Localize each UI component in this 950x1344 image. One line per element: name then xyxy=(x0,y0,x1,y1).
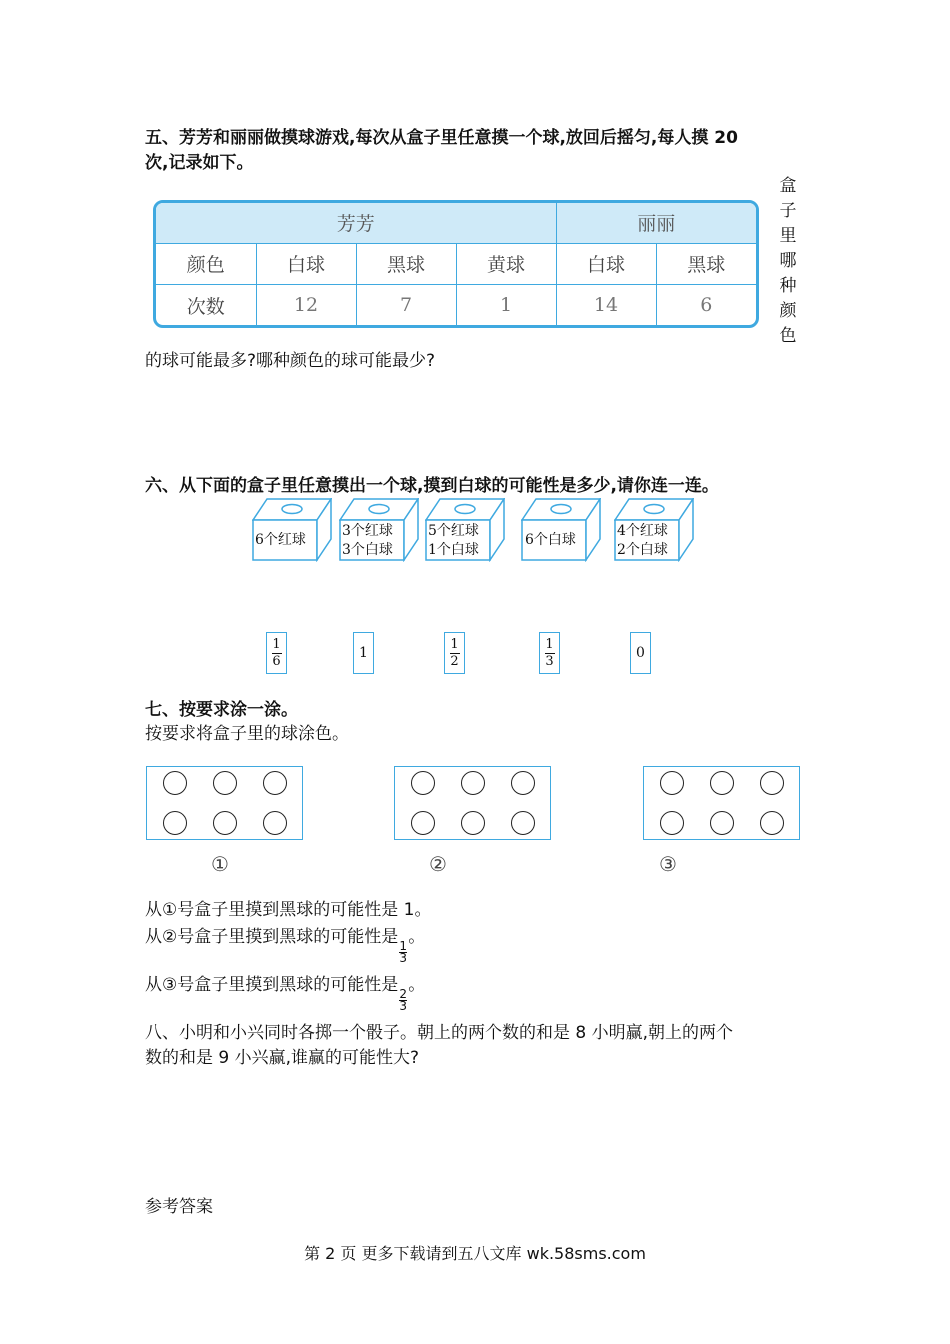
ball-circle[interactable] xyxy=(411,811,435,835)
card-denominator: 3 xyxy=(545,653,554,669)
q7-line3-suffix: 。 xyxy=(408,975,426,995)
prob-card-one-third[interactable] xyxy=(539,632,560,674)
vertical-char: 里 xyxy=(779,226,797,246)
q7-line1: 从①号盒子里摸到黑球的可能性是 1。 xyxy=(145,900,432,920)
count-cell: 12 xyxy=(256,285,356,325)
q7-line2-suffix: 。 xyxy=(408,927,426,947)
ball-circle[interactable] xyxy=(760,771,784,795)
q8-line1: 八、小明和小兴同时各掷一个骰子。朝上的两个数的和是 8 小明赢,朝上的两个 xyxy=(145,1023,734,1043)
coloring-box-2 xyxy=(394,766,551,840)
q7-subtitle: 按要求将盒子里的球涂色。 xyxy=(145,724,349,744)
answer-heading: 参考答案 xyxy=(145,1197,213,1217)
header-lili: 丽丽 xyxy=(556,203,756,243)
ball-box-4 xyxy=(521,498,601,562)
vertical-char: 哪 xyxy=(779,251,797,271)
box-label-1: ① xyxy=(211,852,229,876)
fraction-one-third xyxy=(399,941,407,964)
box-label: 2个白球 xyxy=(617,542,668,558)
frac-den: 3 xyxy=(399,951,408,965)
color-cell: 黄球 xyxy=(456,243,556,284)
box-label: 6个红球 xyxy=(255,532,306,548)
ball-circle[interactable] xyxy=(461,811,485,835)
prob-card-one-sixth[interactable] xyxy=(266,632,287,674)
ball-circle[interactable] xyxy=(710,811,734,835)
ball-circle[interactable] xyxy=(163,771,187,795)
row-label-color: 颜色 xyxy=(156,243,256,284)
q5-title-line2: 次,记录如下。 xyxy=(145,153,254,173)
prob-card-one-half[interactable] xyxy=(444,632,465,674)
q7-line2 xyxy=(145,925,425,964)
ball-circle[interactable] xyxy=(710,771,734,795)
card-value: 0 xyxy=(636,645,645,661)
box-outline-icon xyxy=(521,498,601,562)
box-label-2: ② xyxy=(429,852,447,876)
box-label: 5个红球 xyxy=(428,523,479,539)
ball-circle[interactable] xyxy=(263,771,287,795)
color-cell: 黑球 xyxy=(356,243,456,284)
ball-circle[interactable] xyxy=(213,771,237,795)
ball-circle[interactable] xyxy=(213,811,237,835)
page-footer: 第 2 页 更多下载请到五八文库 wk.58sms.com xyxy=(304,1244,646,1263)
prob-card-one[interactable] xyxy=(353,632,374,674)
q7-line3 xyxy=(145,973,425,1012)
count-cell: 6 xyxy=(656,285,756,325)
frac-num: 1 xyxy=(399,939,408,953)
card-value: 1 xyxy=(359,645,368,661)
vertical-char: 颜 xyxy=(779,301,797,321)
ball-circle[interactable] xyxy=(511,771,535,795)
table-row-colors xyxy=(156,243,756,284)
q5-title-line1: 五、芳芳和丽丽做摸球游戏,每次从盒子里任意摸一个球,放回后摇匀,每人摸 20 xyxy=(145,128,738,148)
frac-den: 3 xyxy=(399,999,408,1013)
q5-vertical-text xyxy=(778,174,798,349)
ball-circle[interactable] xyxy=(411,771,435,795)
prob-card-zero[interactable] xyxy=(630,632,651,674)
coloring-box-1 xyxy=(146,766,303,840)
ball-box-1 xyxy=(252,498,332,562)
count-cell: 7 xyxy=(356,285,456,325)
vertical-char: 色 xyxy=(779,326,797,346)
box-label: 6个白球 xyxy=(525,532,576,548)
box-label: 3个白球 xyxy=(342,542,393,558)
card-numerator: 1 xyxy=(272,636,281,652)
box-label: 4个红球 xyxy=(617,523,668,539)
q5-record-table xyxy=(153,200,759,328)
ball-circle[interactable] xyxy=(660,771,684,795)
ball-circle[interactable] xyxy=(760,811,784,835)
q8-line2: 数的和是 9 小兴赢,谁赢的可能性大? xyxy=(145,1048,420,1068)
vertical-char: 子 xyxy=(779,201,797,221)
table-header-row xyxy=(156,203,756,243)
box-outline-icon xyxy=(252,498,332,562)
count-cell: 14 xyxy=(556,285,656,325)
card-denominator: 6 xyxy=(272,653,281,669)
ball-box-2 xyxy=(339,498,419,562)
vertical-char: 盒 xyxy=(779,176,797,196)
count-cell: 1 xyxy=(456,285,556,325)
card-numerator: 1 xyxy=(545,636,554,652)
table-row-counts xyxy=(156,285,756,325)
vertical-char: 种 xyxy=(779,276,797,296)
header-fangfang: 芳芳 xyxy=(156,203,556,243)
color-cell: 黑球 xyxy=(656,243,756,284)
ball-circle[interactable] xyxy=(263,811,287,835)
color-cell: 白球 xyxy=(256,243,356,284)
ball-circle[interactable] xyxy=(511,811,535,835)
card-numerator: 1 xyxy=(450,636,459,652)
row-label-count: 次数 xyxy=(156,285,256,325)
box-label-3: ③ xyxy=(659,852,677,876)
q5-question: 的球可能最多?哪种颜色的球可能最少? xyxy=(145,351,436,371)
ball-circle[interactable] xyxy=(660,811,684,835)
ball-box-5 xyxy=(614,498,694,562)
box-label: 1个白球 xyxy=(428,542,479,558)
coloring-box-3 xyxy=(643,766,800,840)
ball-circle[interactable] xyxy=(461,771,485,795)
card-denominator: 2 xyxy=(450,653,459,669)
q6-title: 六、从下面的盒子里任意摸出一个球,摸到白球的可能性是多少,请你连一连。 xyxy=(145,476,719,496)
q7-line2-prefix: 从②号盒子里摸到黑球的可能性是 xyxy=(145,927,399,947)
q7-line3-prefix: 从③号盒子里摸到黑球的可能性是 xyxy=(145,975,399,995)
q7-title: 七、按要求涂一涂。 xyxy=(145,700,298,720)
frac-num: 2 xyxy=(399,987,408,1001)
box-label: 3个红球 xyxy=(342,523,393,539)
color-cell: 白球 xyxy=(556,243,656,284)
fraction-two-thirds xyxy=(399,989,407,1012)
ball-circle[interactable] xyxy=(163,811,187,835)
ball-box-3 xyxy=(425,498,505,562)
